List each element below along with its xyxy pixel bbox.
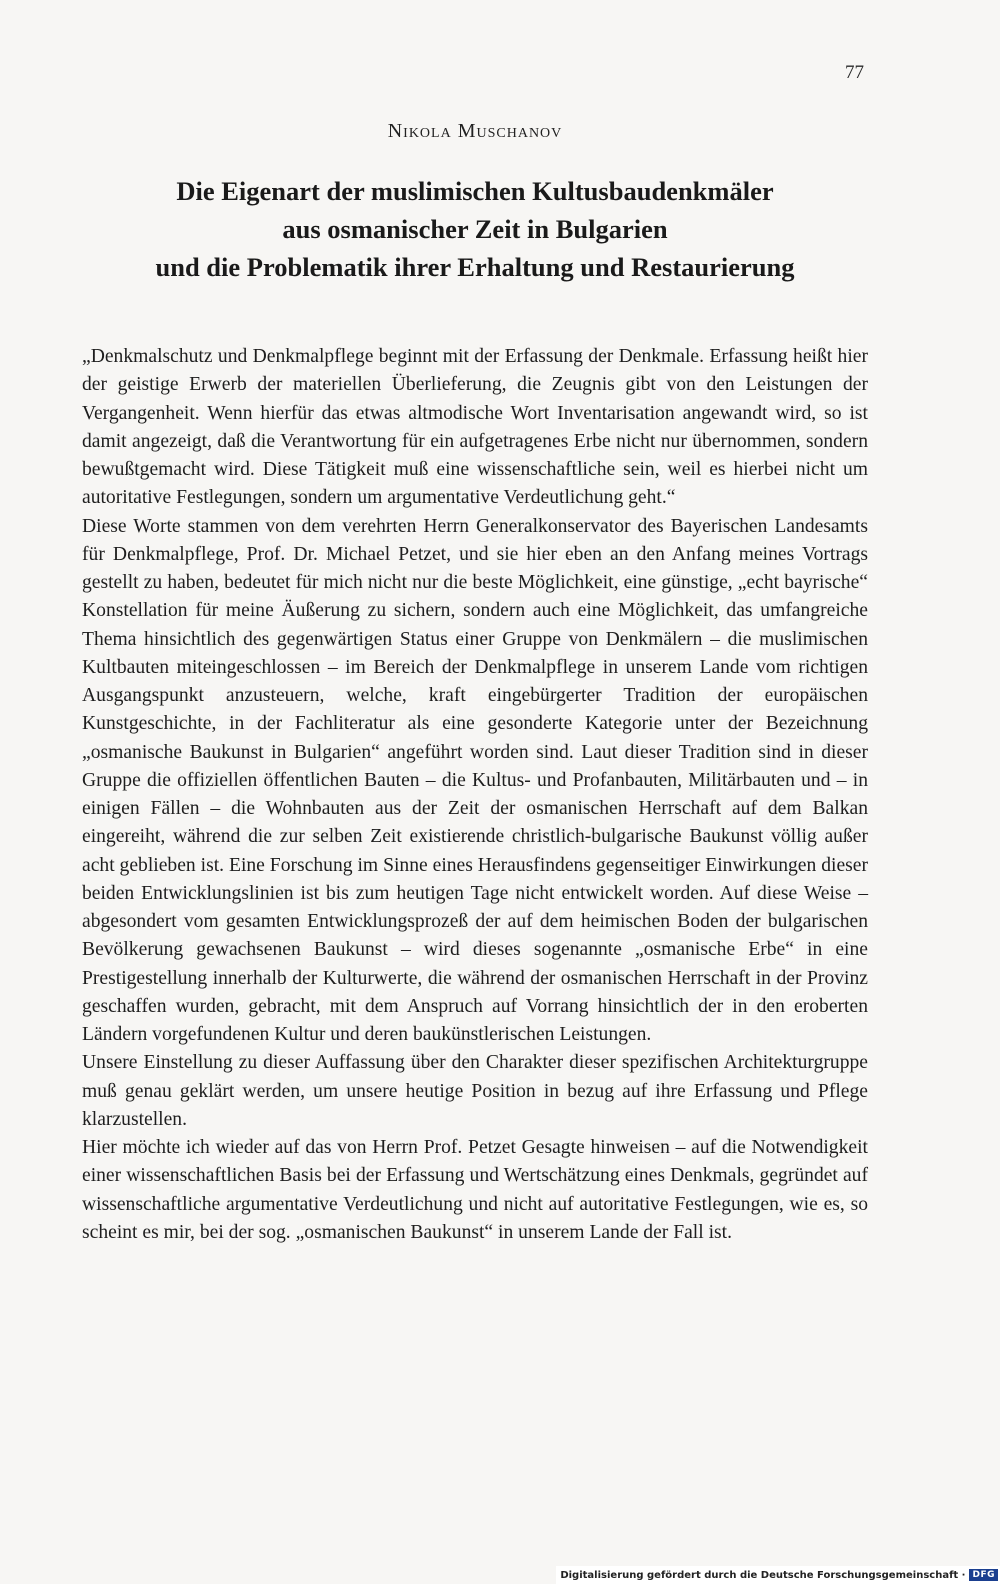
author-name: Nikola Muschanov (387, 120, 563, 142)
title-line: und die Problematik ihrer Erhaltung und Restaurierung (155, 252, 795, 282)
footer-text: Digitalisierung gefördert durch die Deutsche Forschungsgemeinschaft · (560, 1569, 966, 1581)
dfg-logo: DFG (969, 1569, 998, 1581)
paragraph-quote: „Denkmalschutz und Denkmalpflege beginnt mit der Erfassung der Denkmale. Erfassung heißt hier der geistige Erwerb der materiellen Überlieferung, die Zeugnis gibt von den Leistungen der Vergangenheit. Wenn hierfür das etwas altmodische Wort Inventarisation angewandt wird, so ist damit angezeigt, daß die Verantwortung für ein aufgetragenes Erbe nicht nur übernommen, sondern bewußtgemacht wird. Diese Tätigkeit muß eine wissenschaftliche sein, weil es hierbei nicht um autoritative Festlegungen, sondern um argumentative Verdeutlichung geht.“ (82, 346, 868, 509)
title-line: Die Eigenart der muslimischen Kultusbaudenkmäler (176, 176, 774, 206)
body-text (82, 343, 868, 1247)
digitization-footer (556, 1566, 1000, 1584)
page-number: 77 (845, 62, 864, 83)
paragraph: Unsere Einstellung zu dieser Auffassung über den Charakter dieser spezifischen Architekturgruppe muß genau geklärt werden, um unsere heutige Position in bezug auf ihre Erfassung und Pflege klarzustellen. (82, 1052, 868, 1130)
article-title (80, 172, 870, 286)
paragraph: Hier möchte ich wieder auf das von Herrn Prof. Petzet Gesagte hinweisen – auf die Notwendigkeit einer wissenschaftlichen Basis bei der Erfassung und Wertschätzung eines Denkmals, gegründet auf wissenschaftliche argumentative Verdeutlichung und nicht auf autoritative Festlegungen, wie es, so scheint es mir, bei der sog. „osmanischen Baukunst“ in unserem Lande der Fall ist. (82, 1137, 868, 1243)
paragraph: Diese Worte stammen von dem verehrten Herrn Generalkonservator des Bayerischen Landesamts für Denkmalpflege, Prof. Dr. Michael Petzet, und sie hier eben an den Anfang meines Vortrags gestellt zu haben, bedeutet für mich nicht nur die beste Möglichkeit, eine günstige, „echt bayrische“ Konstellation für meine Äußerung zu sichern, sondern auch eine Möglichkeit, das umfangreiche Thema hinsichtlich des gegenwärtigen Status einer Gruppe von Denkmälern – die muslimischen Kultbauten miteingeschlossen – im Bereich der Denkmalpflege in unserem Lande vom richtigen Ausgangspunkt anzusteuern, welche, kraft eingebürgerter Tradition der europäischen Kunstgeschichte, in der Fachliteratur als eine gesonderte Kategorie unter der Bezeichnung „osmanische Baukunst in Bulgarien“ angeführt worden sind. Laut dieser Tradition sind in dieser Gruppe die offiziellen öffentlichen Bauten – die Kultus- und Profanbauten, Militärbauten und – in einigen Fällen – die Wohnbauten aus der Zeit der osmanischen Herrschaft auf dem Balkan eingereiht, während die zur selben Zeit existierende christlich-bulgarische Baukunst völlig außer acht geblieben ist. Eine Forschung im Sinne eines Herausfindens gegenseitiger Einwirkungen dieser beiden Entwicklungslinien ist bis zum heutigen Tage nicht entwickelt worden. Auf diese Weise – abgesondert vom gesamten Entwicklungsprozeß der auf dem heimischen Boden der bulgarischen Bevölkerung gewachsenen Baukunst – wird dieses sogenannte „osmanische Erbe“ in eine Prestigestellung innerhalb der Kulturwerte, die während der osmanischen Herrschaft in der Provinz geschaffen wurden, gebracht, mit dem Anspruch auf Vorrang hinsichtlich der in den eroberten Ländern vorgefundenen Kultur und deren baukünstlerischen Leistungen. (82, 515, 868, 1045)
title-line: aus osmanischer Zeit in Bulgarien (282, 214, 668, 244)
